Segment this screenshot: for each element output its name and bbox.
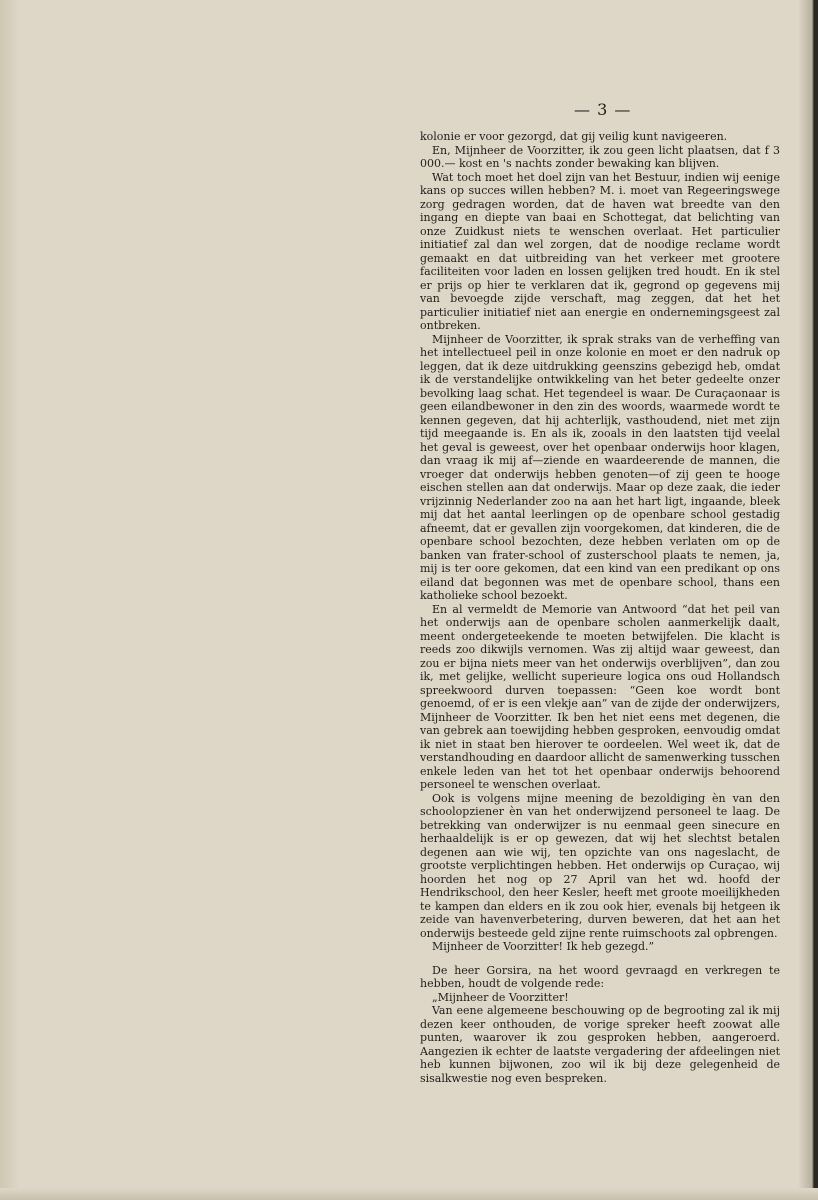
paragraph: „Mijnheer de Voorzitter! bbox=[432, 990, 569, 1004]
paragraph: De heer Gorsira, na het woord gevraagd en verkregen te hebben, houdt de volgende rede: bbox=[420, 963, 780, 990]
page-bottom-edge bbox=[0, 1188, 818, 1200]
paragraph: kolonie er voor gezorgd, dat gij veilig kunt navigeeren. bbox=[420, 130, 728, 143]
paragraph: En, Mijnheer de Voorzitter, ik zou geen licht plaatsen, dat f 3 000.— kost en 's nachts zonder bewaking kan blijven. bbox=[420, 143, 780, 170]
page-right-edge bbox=[798, 0, 818, 1200]
paragraph: En al vermeldt de Memorie van Antwoord “dat het peil van het onderwijs aan de openbare scholen aanmerkelijk daalt, meent ondergeteekende te moeten betwijfelen. Die klacht is reeds zoo dikwijls vernomen. Was zij altijd waar geweest, dan zou er bijna niets meer van het onderwijs overblijven”, dan zou ik, met gelijke, wellicht superieure logica ons oud Hollandsch spreekwoord durven toepassen: “Geen koe wordt bont genoemd, of er is een vlekje aan” van de zijde der onderwijzers, Mijnheer de Voorzitter. Ik ben het niet eens met degenen, die van gebrek aan toewijding hebben gesproken, eenvoudig omdat ik niet in staat ben hierover te oordeelen. Wel weet ik, dat de verstandhouding en daardoor allicht de samenwerking tusschen enkele leden van het tot het openbaar onderwijs behoorend personeel te wenschen overlaat. bbox=[420, 602, 780, 791]
paragraph: Wat toch moet het doel zijn van het Bestuur, indien wij eenige kans op succes willen hebben? M. i. moet van Regeeringswege zorg gedragen worden, dat de haven wat breedte van den ingang en diepte van baai en Schottegat, dat belichting van onze Zuidkust niets te wenschen overlaat. Het particulier initiatief zal dan wel zorgen, dat de noodige reclame wordt gemaakt en dat uitbreiding van het verkeer met grootere faciliteiten voor laden en lossen gelijken tred houdt. En ik stel er prijs op hier te verklaren dat ik, gegrond op gegevens mij van bevoegde zijde verschaft, mag zeggen, dat het het particulier initiatief niet aan energie en ondernemingsgeest zal ontbreken. bbox=[420, 170, 780, 332]
paragraph: Van eene algemeene beschouwing op de begrooting zal ik mij dezen keer onthouden, de vorige spreker heeft zoowat alle punten, waarover ik zou gesproken hebben, aangeroerd. Aangezien ik echter de laatste vergadering der afdeelingen niet heb kunnen bijwonen, zoo wil ik bij deze gelegenheid de sisalkwestie nog even bespreken. bbox=[420, 1004, 780, 1085]
paragraph: Ook is volgens mijne meening de bezoldiging èn van den schoolopziener èn van het onderwijzend personeel te laag. De betrekking van onderwijzer is nu eenmaal geen sinecure en herhaaldelijk is er op gewezen, dat wij het slechtst betalen degenen aan wie wij, ten opzichte van ons nageslacht, de grootste verplichtingen hebben. Het onderwijs op Curaçao, wij hoorden het nog op 27 April van het wd. hoofd der Hendrikschool, den heer Kesler, heeft met groote moeilijkheden te kampen dan elders en ik zou ook hier, evenals bij hetgeen ik zeide van havenverbetering, durven beweren, dat het aan het onderwijs besteede geld zijne rente ruimschoots zal opbrengen. bbox=[420, 791, 780, 940]
paragraph-gap bbox=[420, 954, 780, 964]
page-left-edge bbox=[0, 0, 20, 1200]
page-number: — 3 — bbox=[574, 100, 632, 119]
paragraph: Mijnheer de Voorzitter! Ik heb gezegd.” bbox=[432, 940, 655, 953]
text-column bbox=[420, 130, 780, 1085]
paragraph: Mijnheer de Voorzitter, ik sprak straks van de verheffing van het intellectueel peil in onze kolonie en moet er den nadruk op leggen, dat ik deze uitdrukking geenszins gebezigd heb, omdat ik de verstandelijke ontwikkeling van het beter gedeelte onzer bevolking laag schat. Het tegendeel is waar. De Curaçaonaar is geen eilandbewoner in den zin des woords, waarmede wordt te kennen gegeven, dat hij achterlijk, vasthoudend, niet met zijn tijd meegaande is. En als ik, zooals in den laatsten tijd veelal het geval is geweest, over het openbaar onderwijs hoor klagen, dan vraag ik mij af—ziende en waardeerende de mannen, die vroeger dat onderwijs hebben genoten—of zij geen te hooge eischen stellen aan dat onderwijs. Maar op deze zaak, die ieder vrijzinnig Nederlander zoo na aan het hart ligt, ingaande, bleek mij dat het aantal leerlingen op de openbare school gestadig afneemt, dat er gevallen zijn voorgekomen, dat kinderen, die de openbare school bezochten, deze hebben verlaten om op de banken van frater-school of zusterschool plaats te nemen, ja, mij is ter oore gekomen, dat een kind van een predikant op ons eiland dat begonnen was met de openbare school, thans een katholieke school bezoekt. bbox=[420, 332, 780, 602]
